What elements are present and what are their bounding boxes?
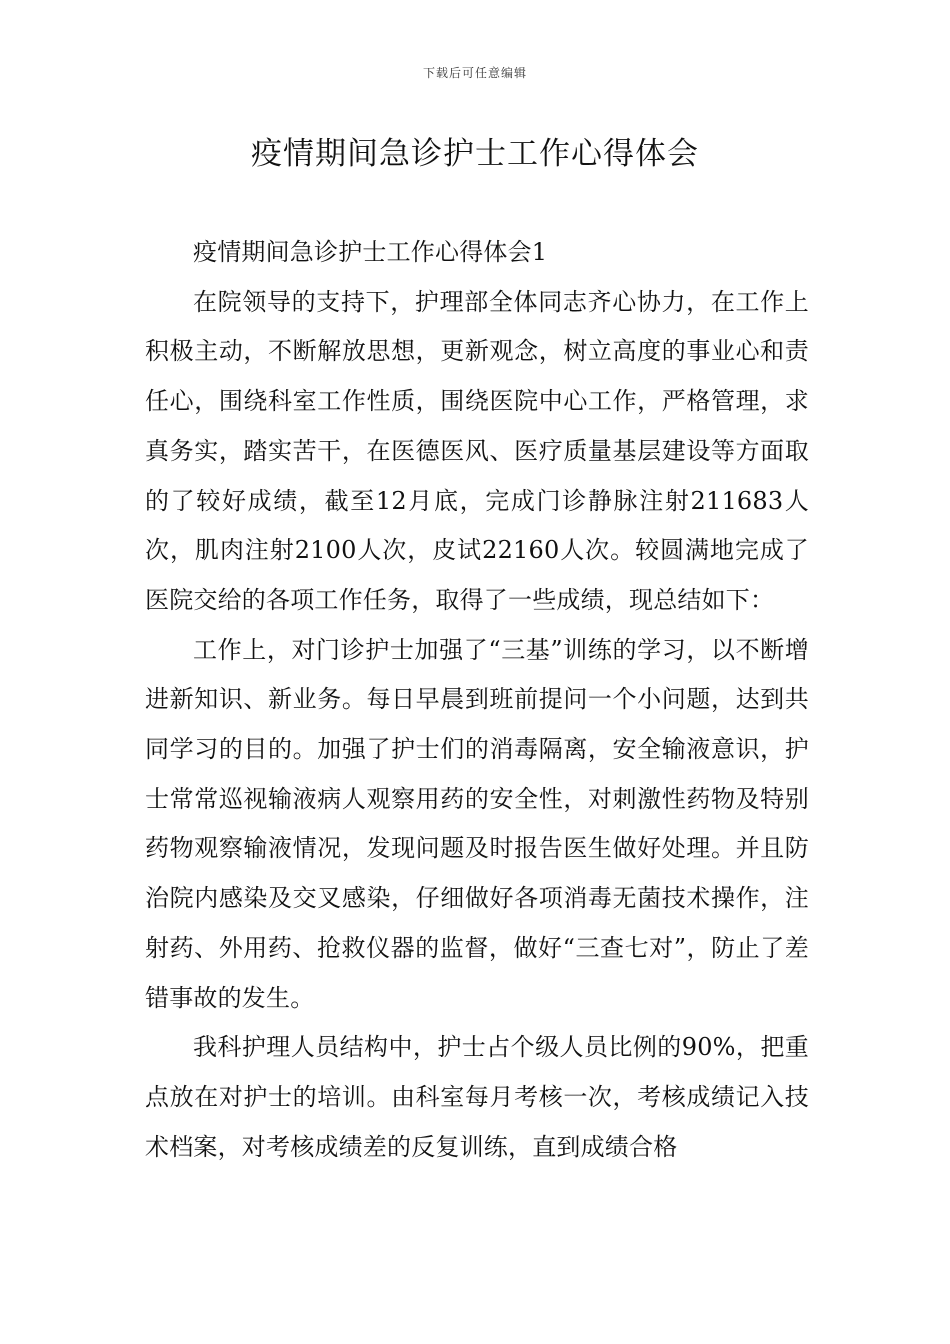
- paragraph-1: 在院领导的支持下，护理部全体同志齐心协力，在工作上积极主动，不断解放思想，更新观念，树立高度的事业心和责任心，围绕科室工作性质，围绕医院中心工作，严格管理，求真务实，踏实苦干，在医德医风、医疗质量基层建设等方面取的了较好成绩，截至12月底，完成门诊静脉注射211683人次，肌肉注射2100人次，皮试22160人次。较圆满地完成了医院交给的各项工作任务，取得了一些成绩，现总结如下：: [145, 287, 809, 614]
- header-note: 下载后可任意编辑: [422, 66, 527, 80]
- document-body: [145, 228, 809, 1172]
- document-title: 疫情期间急诊护士工作心得体会: [251, 136, 699, 172]
- paragraph-2: 工作上，对门诊护士加强了“三基”训练的学习，以不断增进新知识、新业务。每日早晨到班前提问一个小问题，达到共同学习的目的。加强了护士们的消毒隔离，安全输液意识，护士常常巡视输液病人观察用药的安全性，对刺激性药物及特别药物观察输液情况，发现问题及时报告医生做好处理。并且防治院内感染及交叉感染，仔细做好各项消毒无菌技术操作，注射药、外用药、抢救仪器的监督，做好“三查七对”，防止了差错事故的发生。: [145, 635, 809, 1012]
- paragraph-subtitle: 疫情期间急诊护士工作心得体会1: [193, 238, 548, 266]
- paragraph-3: 我科护理人员结构中，护士占个级人员比例的90%，把重点放在对护士的培训。由科室每月考核一次，考核成绩记入技术档案，对考核成绩差的反复训练，直到成绩合格: [145, 1033, 809, 1161]
